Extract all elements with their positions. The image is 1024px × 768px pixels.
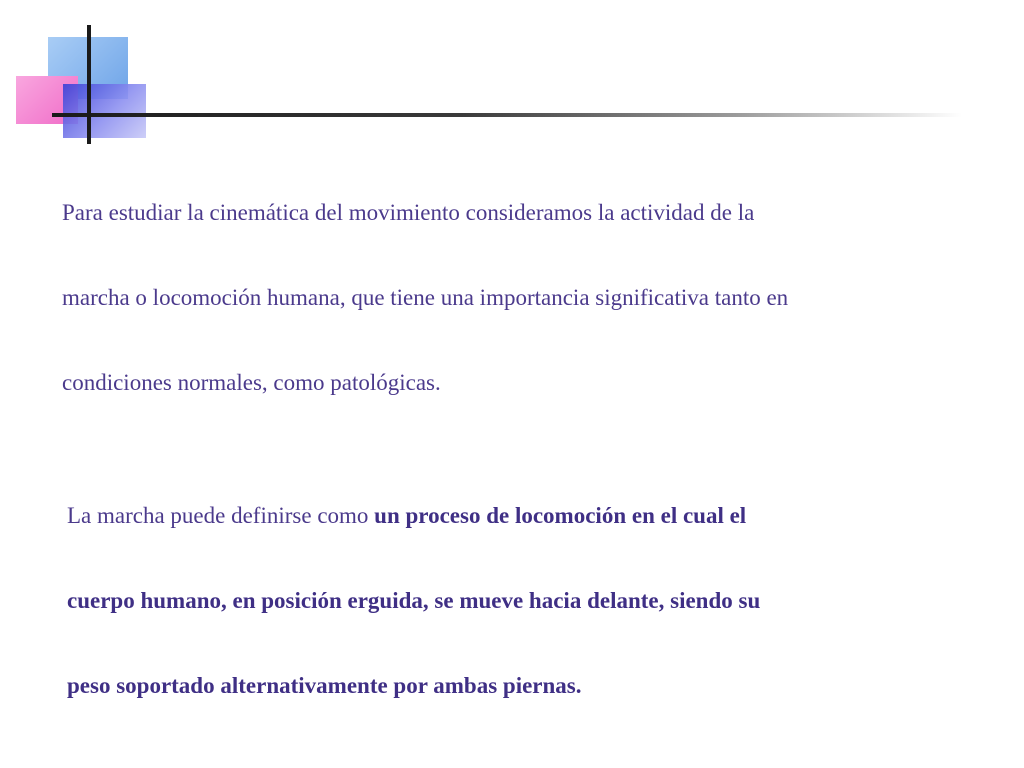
definition-lead-text: La marcha puede definirse como bbox=[67, 503, 375, 528]
paragraph-intro-line: condiciones normales, como patológicas. bbox=[62, 370, 441, 395]
definition-bold-text: cuerpo humano, en posición erguida, se mueve hacia delante, siendo su bbox=[67, 588, 761, 613]
paragraph-definition-line bbox=[67, 473, 997, 558]
definition-bold-text: peso soportado alternativamente por ambas piernas. bbox=[67, 673, 582, 698]
paragraph-definition bbox=[67, 473, 997, 728]
paragraph-intro-line: marcha o locomoción humana, que tiene una importancia significativa tanto en bbox=[62, 285, 789, 310]
paragraph-intro-line: Para estudiar la cinemática del movimiento consideramos la actividad de la bbox=[62, 200, 755, 225]
header-horizontal-rule bbox=[52, 113, 962, 117]
header-vertical-rule bbox=[87, 25, 91, 144]
decorative-purple-square bbox=[63, 84, 146, 138]
paragraph-intro bbox=[62, 170, 1002, 425]
definition-bold-text: un proceso de locomoción en el cual el bbox=[374, 503, 747, 528]
